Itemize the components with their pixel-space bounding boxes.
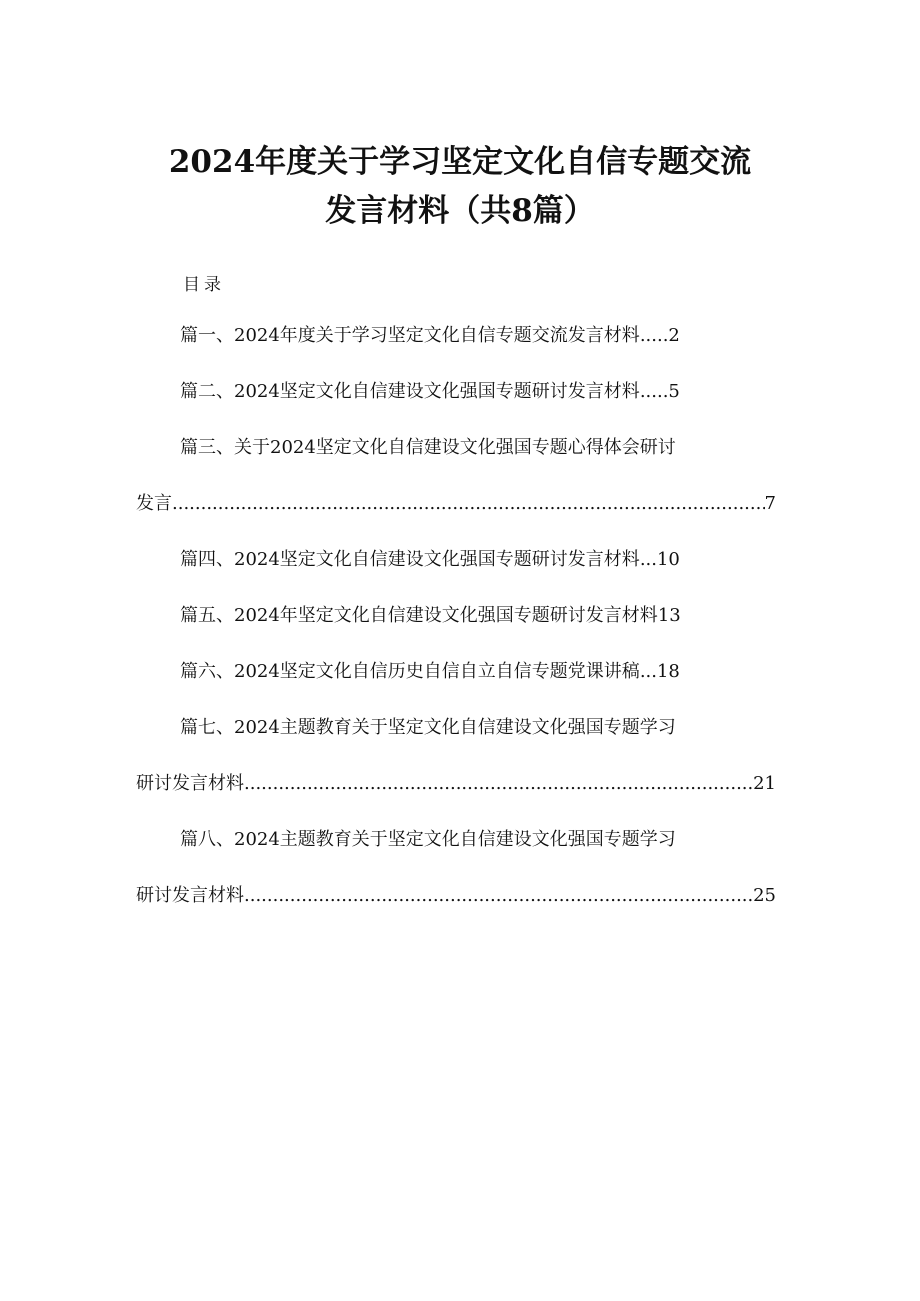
toc-entry-page: 5 (668, 381, 680, 402)
document-title-line-2: 发言材料（共8篇） (325, 193, 595, 229)
toc-entry-3[interactable] (180, 435, 676, 461)
toc-entry-leader: ..... (639, 325, 669, 346)
toc-entry-text: 篇二、2024坚定文化自信建设文化强国专题研讨发言材料 (180, 381, 640, 402)
toc-entry-text: 篇一、2024年度关于学习坚定文化自信专题交流发言材料 (180, 325, 640, 346)
toc-entry-leader (172, 491, 765, 517)
toc-entry-6[interactable] (180, 659, 740, 685)
toc-label: 目录 (183, 275, 225, 295)
toc-entry-leader (244, 883, 753, 909)
toc-entry-3-continuation[interactable] (136, 491, 776, 517)
toc-entry-page: 13 (657, 605, 681, 626)
toc-entry-text-continued: 研讨发言材料 (136, 773, 244, 794)
toc-entry-7-continuation[interactable] (136, 771, 776, 797)
toc-entry-leader: ... (639, 661, 657, 682)
toc-entry-leader: ... (639, 549, 657, 570)
document-title-line-1: 2024年度关于学习坚定文化自信专题交流 (168, 144, 752, 180)
toc-entry-text: 篇五、2024年坚定文化自信建设文化强国专题研讨发言材料 (180, 605, 658, 626)
toc-entry-page: 18 (656, 661, 680, 682)
toc-entry-page: 2 (668, 325, 680, 346)
toc-entry-text: 篇七、2024主题教育关于坚定文化自信建设文化强国专题学习 (180, 717, 676, 738)
toc-entry-8[interactable] (180, 827, 676, 853)
toc-entry-1[interactable] (180, 323, 740, 349)
toc-entry-8-continuation[interactable] (136, 883, 776, 909)
toc-entry-text-continued: 研讨发言材料 (136, 885, 244, 906)
toc-entry-page: 21 (753, 773, 776, 794)
toc-entry-5[interactable] (180, 603, 740, 629)
toc-entry-text: 篇四、2024坚定文化自信建设文化强国专题研讨发言材料 (180, 549, 640, 570)
toc-entry-page: 10 (656, 549, 680, 570)
toc-entry-text-continued: 发言 (136, 493, 172, 514)
toc-entry-text: 篇八、2024主题教育关于坚定文化自信建设文化强国专题学习 (180, 829, 676, 850)
toc-entry-page: 7 (764, 493, 776, 514)
toc-entry-4[interactable] (180, 547, 740, 573)
toc-entry-leader: ..... (639, 381, 669, 402)
toc-entry-text: 篇三、关于2024坚定文化自信建设文化强国专题心得体会研讨 (180, 437, 676, 458)
toc-entry-7[interactable] (180, 715, 676, 741)
toc-entry-2[interactable] (180, 379, 740, 405)
toc-entry-page: 25 (753, 885, 776, 906)
toc-entry-text: 篇六、2024坚定文化自信历史自信自立自信专题党课讲稿 (180, 661, 640, 682)
toc-entry-leader (244, 771, 753, 797)
